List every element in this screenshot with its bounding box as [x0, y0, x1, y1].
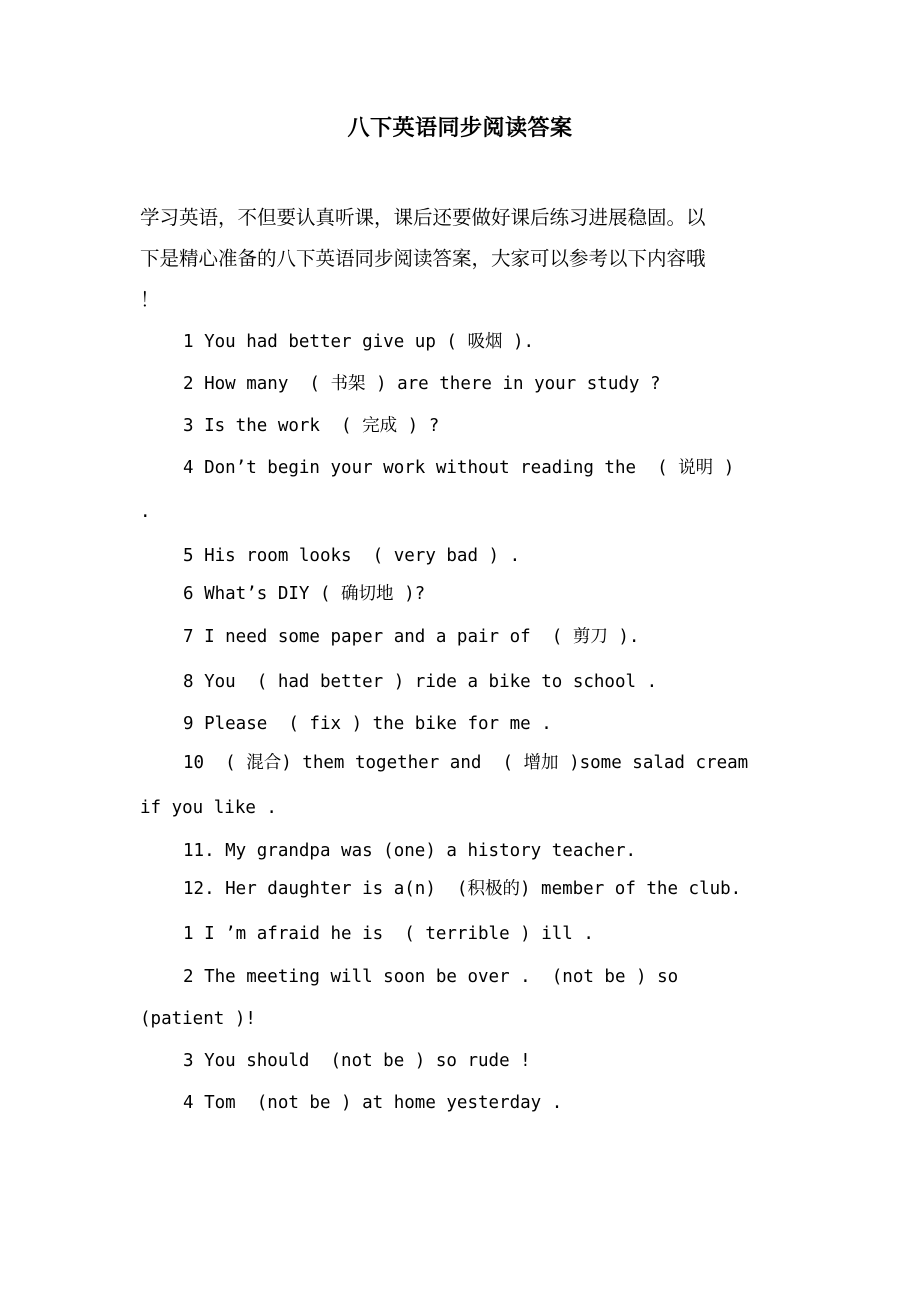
exercise-item-continuation: (patient )!: [140, 1009, 256, 1029]
intro-line: ！: [140, 288, 160, 311]
exercise-item: 2 The meeting will soon be over . (not be ) so: [183, 967, 679, 987]
intro-line: 下是精心准备的八下英语同步阅读答案，大家可以参考以下内容哦: [140, 247, 706, 270]
exercise-item-continuation: if you like .: [140, 798, 277, 818]
exercise-item: 1 You had better give up ( 吸烟 ).: [183, 332, 535, 352]
exercise-item: 3 Is the work ( 完成 ) ?: [183, 416, 440, 436]
exercise-item: 8 You ( had better ) ride a bike to school .: [183, 672, 658, 692]
exercise-item: 12. Her daughter is a(n) (积极的) member of the club.: [183, 879, 742, 899]
intro-line: 学习英语，不但要认真听课，课后还要做好课后练习进展稳固。以: [140, 206, 706, 229]
exercise-item: 10 ( 混合) them together and ( 增加 )some salad cream: [183, 753, 749, 773]
exercise-item: 9 Please ( fix ) the bike for me .: [183, 714, 552, 734]
exercise-item: 2 How many ( 书架 ) are there in your study ?: [183, 374, 661, 394]
exercise-item: 11. My grandpa was (one) a history teacher.: [183, 841, 637, 861]
exercise-item: 7 I need some paper and a pair of ( 剪刀 ).: [183, 627, 640, 647]
exercise-item: 4 Tom (not be ) at home yesterday .: [183, 1093, 563, 1113]
exercise-item: 3 You should (not be ) so rude !: [183, 1051, 531, 1071]
exercise-item: 1 I ’m afraid he is ( terrible ) ill .: [183, 924, 594, 944]
intro-paragraph: [140, 197, 780, 320]
exercise-item: 5 His room looks ( very bad ) .: [183, 546, 521, 566]
exercise-item: 4 Don’t begin your work without reading the ( 说明 ): [183, 458, 735, 478]
exercise-item: 6 What’s DIY ( 确切地 )?: [183, 584, 426, 604]
page-title: 八下英语同步阅读答案: [347, 115, 573, 141]
exercise-item-continuation: .: [140, 502, 151, 522]
